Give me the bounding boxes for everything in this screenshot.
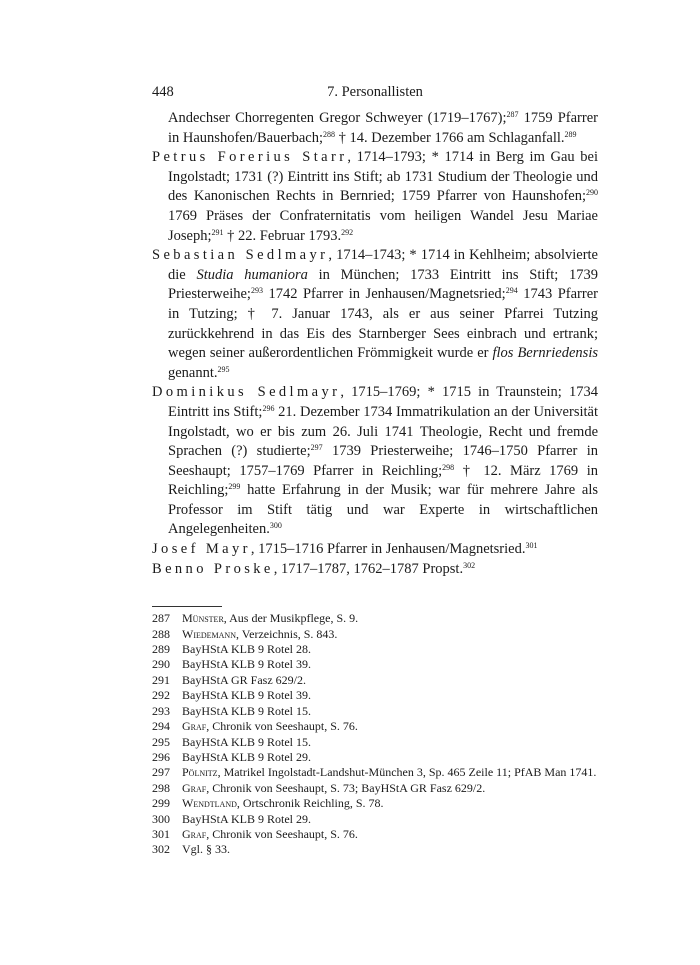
footnote-text — [182, 781, 598, 796]
footnote-citation: , Chronik von Seeshaupt, S. 76. — [206, 826, 358, 841]
footnote-ref[interactable]: 297 — [310, 443, 323, 453]
person-name: Sebastian Sedlmayr — [152, 247, 329, 264]
footnote-citation: , Chronik von Seeshaupt, S. 73; BayHStA GR Fasz 629/2. — [206, 780, 486, 795]
entry-text: genannt. — [168, 364, 218, 381]
entry-josef-mayr — [152, 540, 598, 560]
footnote-text — [182, 611, 598, 626]
entry-text: , 1714–1743; * 1714 in Kehlheim; absolvierte die — [168, 247, 598, 283]
footnote-number: 300 — [152, 811, 170, 826]
footnote-ref[interactable]: 294 — [505, 286, 518, 296]
page-number: 448 — [152, 84, 174, 100]
footnote-number: 296 — [152, 749, 170, 764]
entry-benno-proske — [152, 560, 598, 580]
footnote-text — [182, 688, 598, 703]
entry-text: Andechser Chorregenten Gregor Schweyer (1719–1767); — [168, 110, 507, 126]
footnote-citation: BayHStA KLB 9 Rotel 29. — [182, 749, 312, 764]
footnote-item — [152, 704, 598, 719]
footnote-number: 289 — [152, 642, 170, 657]
entry-text: † 14. Dezember 1766 am Schlaganfall. — [335, 129, 565, 146]
person-name: Josef Mayr — [152, 541, 251, 558]
footnote-item — [152, 719, 598, 734]
footnote-author: Graf — [182, 719, 207, 734]
footnote-number: 301 — [152, 826, 170, 841]
footnote-text — [182, 719, 598, 734]
footnote-author: Graf — [182, 826, 207, 841]
footnote-number: 297 — [152, 765, 170, 780]
book-page — [152, 84, 598, 858]
footnote-ref[interactable]: 300 — [269, 521, 282, 531]
entry-text: , 1714–1793; * 1714 in Berg im Gau bei Ingolstadt; 1731 (?) Eintritt ins Stift; ab 1731 Studium der Theologie und des Kanonischen Rechts in Bernried; 1759 Pfarrer von Haunshofen; — [168, 149, 598, 205]
footnote-number: 302 — [152, 842, 170, 857]
entry-text: 1759 Pfarrer in Haunshofen/Bauerbach; — [168, 110, 598, 146]
footnote-item — [152, 796, 598, 811]
entry-text: hatte Erfahrung in der Musik; war für mehrere Jahre als Professor im Stift tätig und war Experte in wirtschaftlichen Angelegenheiten. — [168, 482, 598, 538]
footnote-item — [152, 827, 598, 842]
entry-text: in München; 1733 Eintritt ins Stift; 1739 Priesterweihe; — [168, 266, 598, 303]
footnote-author: Wiedemann — [182, 626, 236, 641]
entry-text: , 1715–1716 Pfarrer in Jenhausen/Magnetsried. — [250, 541, 526, 558]
footnote-citation: , Matrikel Ingolstadt-Landshut-München 3, Sp. 465 Zeile 11; PfAB Man 1741. — [217, 765, 597, 780]
footnotes-section — [152, 611, 598, 858]
footnote-ref[interactable]: 287 — [506, 110, 519, 119]
footnote-author: Graf — [182, 780, 207, 795]
footnote-ref[interactable]: 291 — [211, 227, 224, 237]
entry-dominikus-sedlmayr — [152, 383, 598, 540]
footnote-item — [152, 688, 598, 703]
footnote-number: 295 — [152, 734, 170, 749]
footnote-number: 292 — [152, 688, 170, 703]
footnote-citation: Vgl. § 33. — [182, 842, 230, 857]
footnote-text — [182, 750, 598, 765]
footnote-citation: , Aus der Musikpflege, S. 9. — [223, 611, 359, 626]
footnote-item — [152, 627, 598, 642]
footnote-citation: BayHStA KLB 9 Rotel 28. — [182, 642, 312, 657]
footnote-ref[interactable]: 302 — [463, 560, 476, 570]
entry-text: † 22. Februar 1793. — [223, 227, 342, 244]
footnote-item — [152, 781, 598, 796]
entry-continuation — [152, 109, 598, 148]
entry-text: 1769 Präses der Confraternitatis vom heiligen Wandel Jesu Mariae Joseph; — [168, 207, 598, 244]
main-text — [152, 109, 598, 579]
entry-text: 1743 Pfarrer in Tutzing; † 7. Januar 1743, als er aus seiner Pfarrei Tutzing zurückkehrend in das Eis des Starnberger Sees einbrach und ertrank; wegen seiner außerordentlichen Frömmigkeit wurde er — [168, 286, 598, 362]
footnote-ref[interactable]: 301 — [525, 541, 538, 551]
footnote-number: 287 — [152, 611, 170, 626]
footnote-author: Pölnitz — [182, 765, 218, 780]
footnote-citation: BayHStA KLB 9 Rotel 29. — [182, 811, 312, 826]
footnote-item — [152, 765, 598, 780]
footnote-text — [182, 673, 598, 688]
footnote-ref[interactable]: 292 — [341, 227, 354, 237]
footnote-text — [182, 735, 598, 750]
footnote-ref[interactable]: 290 — [586, 188, 598, 198]
entry-starr — [152, 148, 598, 246]
footnote-item — [152, 642, 598, 657]
footnote-ref[interactable]: 289 — [564, 129, 577, 139]
footnote-text — [182, 657, 598, 672]
footnote-number: 299 — [152, 796, 170, 811]
footnote-citation: , Verzeichnis, S. 843. — [236, 626, 338, 641]
footnote-citation: BayHStA KLB 9 Rotel 39. — [182, 657, 312, 672]
entry-text: † 12. März 1769 in Reichling; — [168, 462, 598, 499]
footnote-number: 290 — [152, 657, 170, 672]
footnote-item — [152, 611, 598, 626]
footnote-text — [182, 812, 598, 827]
footnote-citation: BayHStA KLB 9 Rotel 15. — [182, 734, 312, 749]
footnote-number: 298 — [152, 780, 170, 795]
italic-term: Studia humaniora — [196, 266, 308, 283]
footnote-item — [152, 735, 598, 750]
entry-sebastian-sedlmayr — [152, 246, 598, 383]
running-head: 7. Personallisten — [327, 84, 423, 100]
footnote-item — [152, 812, 598, 827]
footnote-number: 288 — [152, 626, 170, 641]
footnote-citation: BayHStA GR Fasz 629/2. — [182, 672, 307, 687]
footnote-text — [182, 642, 598, 657]
italic-term: flos Bernriedensis — [492, 345, 598, 362]
footnote-citation: , Ortschronik Reichling, S. 78. — [236, 796, 384, 811]
footnote-author: Wendtland — [182, 796, 237, 811]
footnote-item — [152, 673, 598, 688]
footnote-number: 294 — [152, 719, 170, 734]
footnote-item — [152, 842, 598, 857]
footnote-citation: BayHStA KLB 9 Rotel 39. — [182, 688, 312, 703]
page-header — [152, 84, 598, 106]
footnote-text — [182, 827, 598, 842]
footnote-ref[interactable]: 296 — [262, 403, 275, 413]
person-name: Benno Proske — [152, 560, 274, 577]
footnote-ref[interactable]: 295 — [217, 364, 230, 374]
footnote-ref[interactable]: 288 — [323, 129, 336, 139]
footnote-ref[interactable]: 293 — [250, 286, 263, 296]
footnote-text — [182, 765, 598, 780]
entry-text: , 1717–1787, 1762–1787 Propst. — [273, 560, 464, 577]
entry-text: 1742 Pfarrer in Jenhausen/Magnetsried; — [262, 286, 506, 303]
entry-text: 1739 Priesterweihe; 1746–1750 Pfarrer in Seeshaupt; 1757–1769 Pfarrer in Reichling; — [168, 443, 598, 479]
entry-text: , 1715–1769; * 1715 in Traunstein; 1734 Eintritt ins Stift; — [168, 384, 598, 420]
footnote-ref[interactable]: 299 — [228, 482, 241, 492]
footnote-divider — [152, 606, 222, 607]
entry-text: 21. Dezember 1734 Immatrikulation an der Universität Ingolstadt, wo er bis zum 26. Juli 1741 Theologie, Recht und fremde Sprachen (?) studierte; — [168, 403, 598, 460]
footnote-citation: , Chronik von Seeshaupt, S. 76. — [206, 719, 358, 734]
footnote-text — [182, 842, 598, 857]
person-name: Petrus Forerius Starr — [152, 149, 348, 166]
footnote-author: Münster — [182, 611, 224, 626]
footnote-number: 291 — [152, 672, 170, 687]
footnote-item — [152, 657, 598, 672]
footnote-citation: BayHStA KLB 9 Rotel 15. — [182, 703, 312, 718]
footnote-text — [182, 704, 598, 719]
footnote-text — [182, 796, 598, 811]
footnote-text — [182, 627, 598, 642]
person-name: Dominikus Sedlmayr — [152, 384, 341, 401]
footnote-item — [152, 750, 598, 765]
footnote-number: 293 — [152, 703, 170, 718]
footnote-ref[interactable]: 298 — [442, 462, 455, 472]
